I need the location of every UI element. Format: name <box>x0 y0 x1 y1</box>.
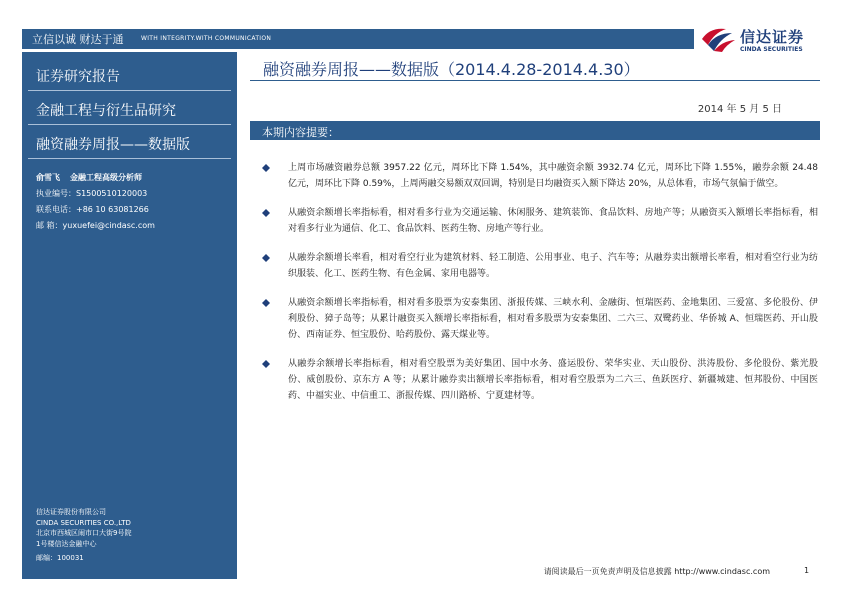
summary-list <box>258 160 818 417</box>
divider <box>28 158 231 159</box>
diamond-bullet-icon <box>262 254 270 262</box>
analyst-name: 俞雪飞 <box>36 173 60 182</box>
company-address-2: 1号楼信达金融中心 <box>36 539 97 548</box>
website-link[interactable]: http://www.cindasc.com <box>674 567 770 576</box>
company-info <box>36 507 131 564</box>
diamond-bullet-icon <box>262 299 270 307</box>
company-address-1: 北京市西城区闹市口大街9号院 <box>36 529 132 537</box>
summary-heading: 本期内容提要： <box>262 126 339 139</box>
list-item <box>258 205 818 237</box>
slogan: 立信以诚 财达于通 <box>32 33 124 46</box>
disclaimer-note: 请阅读最后一页免责声明及信息披露 <box>543 567 672 576</box>
analyst-role: 金融工程高级分析师 <box>70 173 142 182</box>
brand-name: 信达证券 <box>740 28 805 46</box>
page-footer <box>544 566 770 577</box>
bullet-text: 上周市场融资融券总额 3957.22 亿元，周环比下降 1.54%，其中融资余额 3932.74 亿元，周环比下降 1.55%，融券余额 24.48 亿元，周环比下降 0.59%，上周两融交易额双双回调，特别是日均融资买入额下降达 20%，从总体看，市场气氛偏于做空。 <box>288 163 818 189</box>
company-logo <box>700 24 820 56</box>
analyst-phone: 联系电话：+86 10 63081266 <box>36 205 149 214</box>
title-underline <box>250 80 820 81</box>
page-title: 融资融券周报——数据版（2014.4.28-2014.4.30） <box>263 60 640 79</box>
slogan-en: WITH INTEGRITY.WITH COMMUNICATION <box>141 35 272 42</box>
report-series: 融资融券周报——数据版 <box>36 137 190 153</box>
research-area: 金融工程与衍生品研究 <box>36 103 176 119</box>
header-banner <box>22 29 694 49</box>
list-item <box>258 356 818 404</box>
list-item <box>258 160 818 192</box>
list-item <box>258 250 818 282</box>
bullet-text: 从融券余额增长率看，相对看空行业为建筑材料、轻工制造、公用事业、电子、汽车等；从融券卖出额增长率看，相对看空行业为纺织服装、化工、医药生物、有色金属、家用电器等。 <box>288 253 818 279</box>
divider <box>28 124 231 125</box>
brand-name-en: CINDA SECURITIES <box>740 46 803 53</box>
summary-heading-bar <box>250 121 820 140</box>
bullet-text: 从融资余额增长率指标看，相对看多行业为交通运输、休闲服务、建筑装饰、食品饮料、房地产等；从融资买入额增长率指标看，相对看多行业为通信、化工、食品饮料、医药生物、房地产等行业。 <box>288 208 818 234</box>
bullet-text: 从融资余额增长率指标看，相对看多股票为安泰集团、浙报传媒、三峡水利、金融街、恒瑞医药、金地集团、三爱富、多伦股份、伊利股份、獐子岛等；从累计融资买入额增长率指标看，相对看多股票为安泰集团、二六三、双鹭药业、华侨城 A、恒瑞医药、开山股份、西南证券、恒宝股份、哈药股份、露天煤业等。 <box>288 298 818 340</box>
analyst-license: 执业编号：S1500510120003 <box>36 189 148 198</box>
company-postcode: 邮编：100031 <box>36 554 84 562</box>
diamond-bullet-icon <box>262 360 270 368</box>
report-category: 证券研究报告 <box>36 69 120 85</box>
list-item <box>258 295 818 343</box>
page-number: 1 <box>804 566 810 575</box>
diamond-bullet-icon <box>262 164 270 172</box>
report-date: 2014 年 5 月 5 日 <box>697 104 782 115</box>
bullet-text: 从融券余额增长率指标看，相对看空股票为美好集团、国中水务、盛运股份、荣华实业、天山股份、洪涛股份、多伦股份、紫光股份、威创股份、京东方 A 等；从累计融券卖出额增长率指标看，相对看空股票为二六三、鱼跃医疗、新疆城建、恒邦股份、中国医药、中福实业、中信重工、浙报传媒、四川路桥、宁夏建材等。 <box>288 359 818 401</box>
analyst-info <box>36 170 155 234</box>
cinda-logo-icon <box>700 25 736 53</box>
company-name-en: CINDA SECURITIES CO.,LTD <box>36 518 131 527</box>
company-name-cn: 信达证券股份有限公司 <box>36 508 106 516</box>
analyst-email[interactable]: yuxuefei@cindasc.com <box>62 221 155 230</box>
email-label: 邮 箱： <box>36 221 63 230</box>
divider <box>28 90 231 91</box>
sidebar <box>22 52 237 579</box>
diamond-bullet-icon <box>262 209 270 217</box>
